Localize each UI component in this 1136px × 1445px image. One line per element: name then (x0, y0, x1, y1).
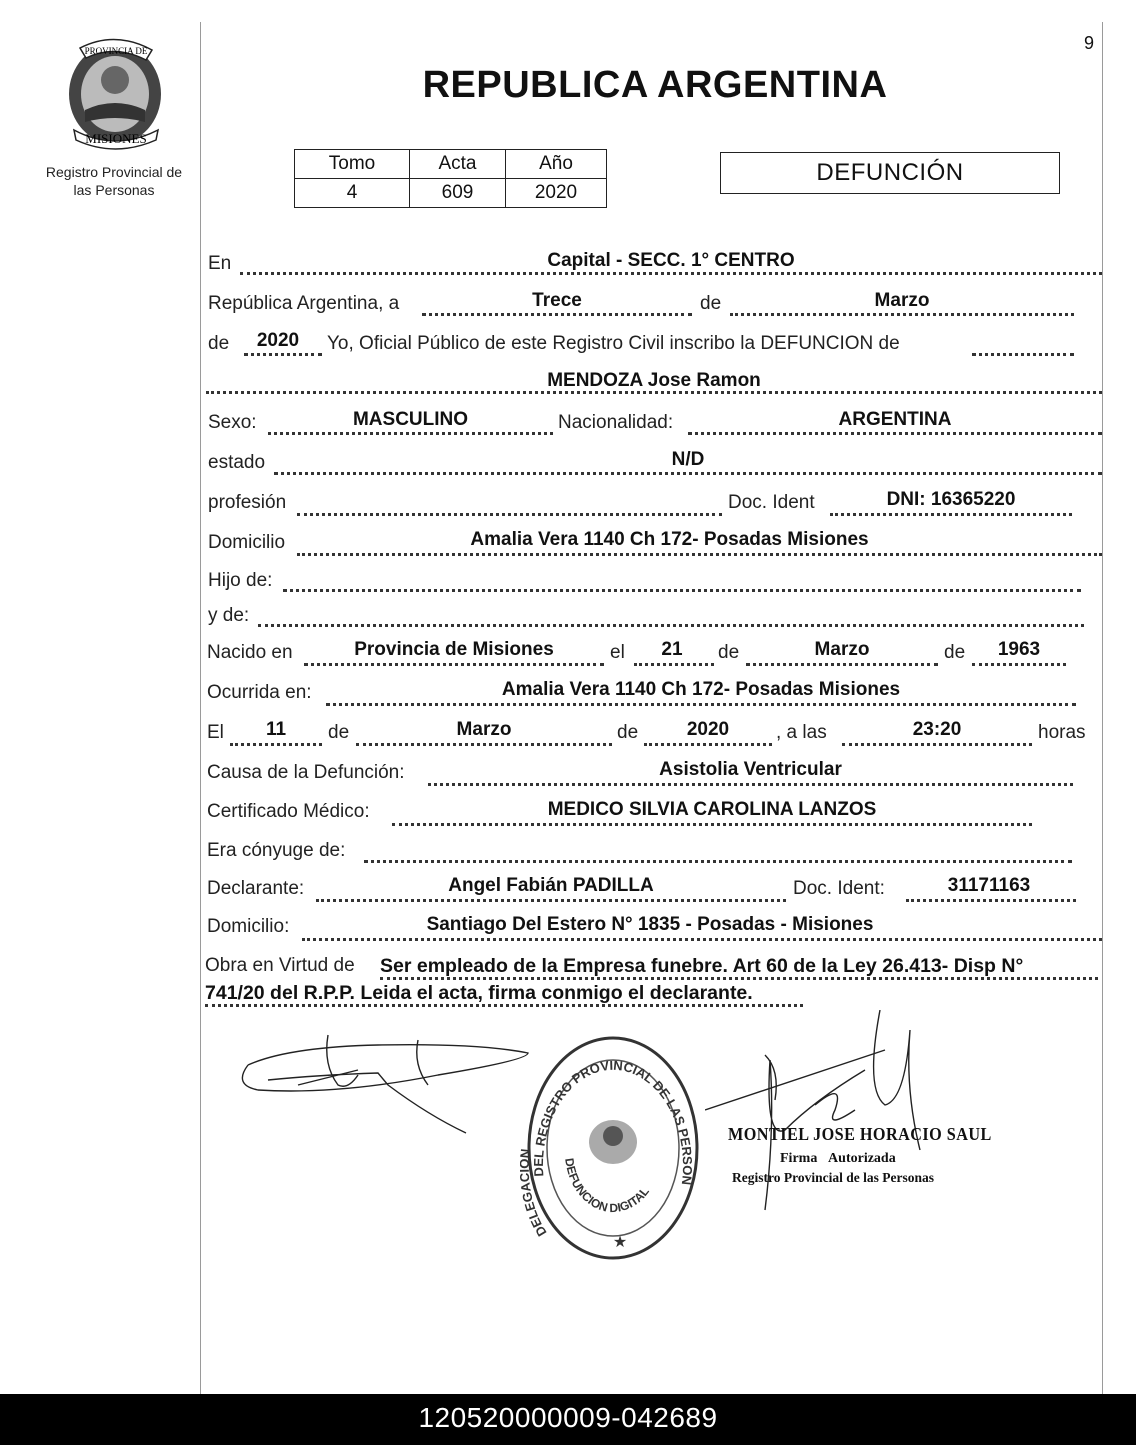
registry-line-1: Registro Provincial de (45, 164, 183, 180)
logo-text-bottom: MISIONES (85, 131, 147, 146)
de-label-6: de (617, 722, 639, 743)
deceased-name: MENDOZA Jose Ramon (547, 370, 761, 391)
conyuge-label: Era cónyuge de: (207, 840, 346, 861)
birth-day-value: 21 (661, 639, 683, 660)
profesion-label: profesión (208, 492, 287, 513)
cert-value: MEDICO SILVIA CAROLINA LANZOS (547, 799, 877, 820)
doc-label: Doc. Ident (728, 492, 815, 513)
republica-label: República Argentina, a (208, 293, 400, 314)
estado-label: estado (208, 452, 266, 473)
day-dots (422, 313, 692, 316)
stamp-star-icon: ★ (612, 1234, 628, 1251)
birth-month-value: Marzo (814, 639, 870, 660)
domicilio2-label: Domicilio: (207, 916, 290, 937)
yde-label: y de: (208, 605, 250, 626)
nacido-dots (304, 663, 604, 666)
footer-code: 120520000009-042689 (0, 1394, 1136, 1445)
doc-dots (830, 513, 1072, 516)
tomo-value: 4 (295, 179, 410, 208)
domicilio2-value: Santiago Del Estero N° 1835 - Posadas - Misiones (426, 914, 874, 935)
obra-value-line-2: 741/20 del R.P.P. Leida el acta, firma conmigo el declarante. (205, 982, 753, 1004)
death-year-dots (644, 743, 772, 746)
province-logo (60, 32, 170, 152)
hijo-label: Hijo de: (208, 570, 273, 591)
page-number: 9 (1084, 33, 1095, 53)
acta-header: Acta (410, 150, 506, 179)
stamp-left-text: DELEG (520, 1190, 550, 1240)
official-signature (705, 1010, 965, 1220)
right-margin-line (1102, 22, 1103, 1394)
nacido-label: Nacido en (207, 642, 293, 663)
hijo-dots (283, 589, 1081, 592)
record-type-box: DEFUNCIÓN (720, 152, 1060, 194)
nacionalidad-dots (688, 432, 1102, 435)
ocurrida-value: Amalia Vera 1140 Ch 172- Posadas Misiones (501, 679, 901, 700)
sexo-dots (268, 432, 553, 435)
death-month-value: Marzo (456, 719, 512, 740)
yo-dots (972, 353, 1074, 356)
de-label-3: de (718, 642, 740, 663)
doc2-value: 31171163 (947, 875, 1031, 896)
logo-text-top: PROVINCIA DE (84, 46, 148, 56)
causa-value: Asistolia Ventricular (659, 759, 842, 780)
el2-label: El (207, 722, 224, 743)
obra-value-line-1: Ser empleado de la Empresa funebre. Art 60 de la Ley 26.413- Disp N° (380, 955, 1024, 977)
nacionalidad-label: Nacionalidad: (558, 412, 674, 433)
birth-month-dots (746, 663, 938, 666)
estado-dots (274, 472, 1102, 475)
domicilio2-dots (302, 938, 1102, 941)
official-title: Firma Autorizada (780, 1151, 896, 1166)
death-time-value: 23:20 (912, 719, 962, 740)
death-month-dots (356, 743, 612, 746)
domicilio-value: Amalia Vera 1140 Ch 172- Posadas Misiones (470, 529, 869, 550)
domicilio-dots (297, 553, 1102, 556)
declarante-dots (316, 899, 786, 902)
conyuge-dots (364, 860, 1072, 863)
month-value: Marzo (874, 290, 930, 311)
day-value: Trece (532, 290, 582, 311)
acta-value: 609 (410, 179, 506, 208)
causa-dots (428, 783, 1073, 786)
el-label: el (610, 642, 625, 663)
doc-value: DNI: 16365220 (886, 489, 1016, 510)
birth-day-dots (634, 663, 714, 666)
de-label-2: de (208, 333, 230, 354)
official-stamp (520, 1032, 706, 1264)
yo-text: Yo, Oficial Público de este Registro Civil inscribo la DEFUNCION de (327, 333, 900, 354)
sexo-label: Sexo: (208, 412, 257, 433)
death-day-value: 11 (265, 719, 287, 740)
stamp-outer-text: DEL REGISTRO PROVINCIAL DE LAS PERSON (530, 1057, 696, 1186)
year-dots (244, 353, 322, 356)
de-label-4: de (944, 642, 966, 663)
horas-label: horas (1038, 722, 1086, 743)
doc2-dots (906, 899, 1076, 902)
declarant-signature (228, 1025, 548, 1140)
alas-label: , a las (776, 722, 827, 743)
en-value: Capital - SECC. 1° CENTRO (547, 250, 795, 271)
doc2-label: Doc. Ident: (793, 878, 885, 899)
obra-label: Obra en Virtud de (205, 955, 355, 976)
left-margin-line (200, 22, 201, 1394)
domicilio-label: Domicilio (208, 532, 286, 553)
declarante-value: Angel Fabián PADILLA (448, 875, 654, 896)
month-dots (730, 313, 1074, 316)
causa-label: Causa de la Defunción: (207, 762, 405, 783)
record-table (294, 149, 607, 208)
en-label: En (208, 253, 232, 274)
obra-dots-2 (205, 1004, 803, 1007)
nacionalidad-value: ARGENTINA (838, 409, 952, 430)
death-time-dots (842, 743, 1032, 746)
death-day-dots (230, 743, 322, 746)
sexo-value: MASCULINO (352, 409, 469, 430)
ocurrida-dots (326, 703, 1076, 706)
birth-year-dots (972, 663, 1066, 666)
stamp-inner-text: DEFUNCION DIGITAL (562, 1157, 652, 1216)
tomo-header: Tomo (295, 150, 410, 179)
registry-name (30, 163, 198, 199)
de-label-1: de (700, 293, 722, 314)
en-dots (240, 272, 1102, 275)
anio-value: 2020 (506, 179, 607, 208)
death-year-value: 2020 (686, 719, 730, 740)
anio-header: Año (506, 150, 607, 179)
year-value: 2020 (256, 330, 300, 351)
declarante-label: Declarante: (207, 878, 305, 899)
ocurrida-label: Ocurrida en: (207, 682, 312, 703)
official-name: MONTIEL JOSE HORACIO SAUL (728, 1124, 992, 1144)
cert-label: Certificado Médico: (207, 801, 370, 822)
nacido-value: Provincia de Misiones (354, 639, 554, 660)
official-registry: Registro Provincial de las Personas (732, 1170, 934, 1185)
registry-line-2: las Personas (73, 182, 155, 198)
estado-value: N/D (671, 449, 705, 470)
profesion-dots (297, 513, 722, 516)
cert-dots (392, 823, 1032, 826)
de-label-5: de (328, 722, 350, 743)
birth-year-value: 1963 (997, 639, 1041, 660)
yde-dots (258, 624, 1084, 627)
document-title: REPUBLICA ARGENTINA (422, 64, 888, 106)
obra-dots-1 (380, 977, 1098, 980)
